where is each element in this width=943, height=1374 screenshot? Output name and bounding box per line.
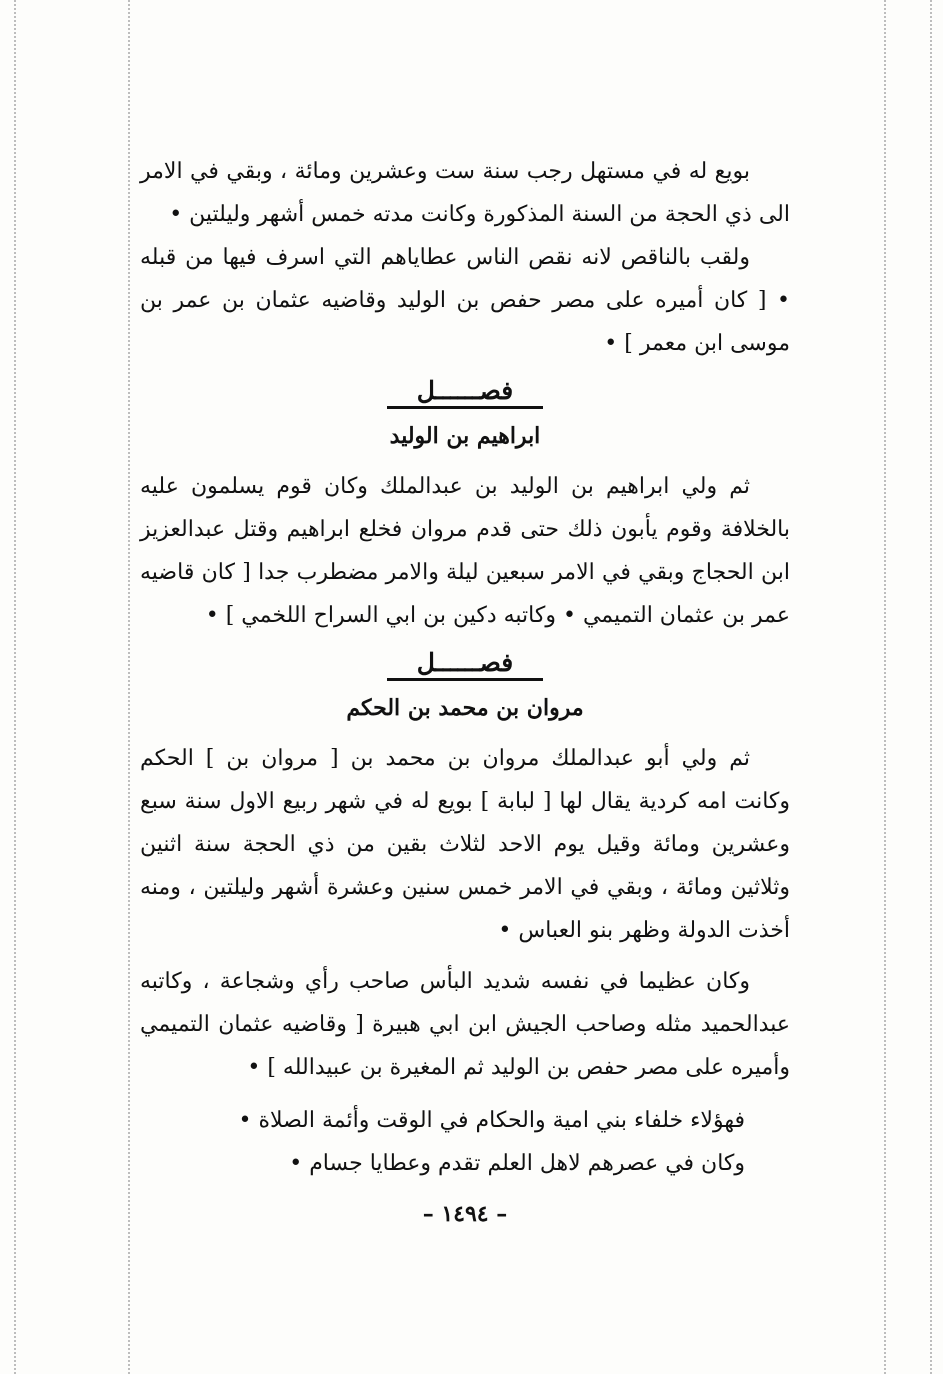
ruler-name-marwan: مروان بن محمد بن الحكم <box>346 695 584 721</box>
section-heading-2-text: فصــــــل <box>387 648 544 681</box>
section2-paragraph-1: ثم ولي أبو عبدالملك مروان بن محمد بن [ مروان بن ] الحكم وكانت امه كردية يقال لها [ لبابة ] بويع له في شهر ربيع الاول سنة سبع وعشرين ومائة وقيل يوم الاحد لثلاث بقين من ذي الحجة سنة اثنين وثلاثين ومائة ، وبقي في الامر خمس سنين وعشرة أشهر وليلتين ، ومنه أخذت الدولة وظهر بنو العباس • <box>140 746 791 943</box>
closing-block <box>140 1099 790 1185</box>
intro-paragraph-2: ولقب بالناقص لانه نقص الناس عطاياهم التي اسرف فيها من قبله • [ كان أميره على مصر حفص بن الوليد وقاضيه عثمان بن عمر بن موسى ابن معمر ] • <box>140 245 790 356</box>
closing-line-1: فهؤلاء خلفاء بني امية والحكام في الوقت وأئمة الصلاة • <box>238 1108 745 1133</box>
scan-dotted-edge-right <box>930 0 932 1374</box>
section-heading-1 <box>140 371 790 411</box>
section-heading-2 <box>140 643 790 683</box>
ruler-name-ibrahim: ابراهيم بن الوليد <box>389 423 541 449</box>
scan-dotted-margin-left <box>128 0 130 1374</box>
section1-paragraph-1: ثم ولي ابراهيم بن الوليد بن عبدالملك وكان قوم يسلمون عليه بالخلافة وقوم يأبون ذلك حتى قدم مروان فخلع ابراهيم وقتل عبدالعزيز ابن الحجاج وبقي في الامر سبعين ليلة والامر مضطرب جدا [ كان قاضيه عمر بن عثمان التميمي • وكاتبه دكين بن ابي السراح اللخمي ] • <box>140 474 790 628</box>
scan-dotted-margin-right <box>884 0 886 1374</box>
scan-dotted-edge-left <box>14 0 16 1374</box>
closing-line-2: وكان في عصرهم لاهل العلم تقدم وعطايا جسام • <box>289 1151 745 1176</box>
page-body <box>140 150 790 1227</box>
section-heading-1-text: فصــــــل <box>387 376 544 409</box>
intro-paragraph-1: بويع له في مستهل رجب سنة ست وعشرين ومائة ، وبقي في الامر الى ذي الحجة من السنة المذكورة وكانت مدته خمس أشهر وليلتين • <box>140 159 790 227</box>
section2-paragraph-2: وكان عظيما في نفسه شديد البأس صاحب رأي وشجاعة ، وكاتبه عبدالحميد مثله وصاحب الجيش ابن ابي هبيرة [ وقاضيه عثمان التميمي وأميره على مصر حفص بن الوليد ثم المغيرة بن عبيدالله ] • <box>140 969 790 1080</box>
page-number: – ١٤٩٤ – <box>422 1201 508 1227</box>
